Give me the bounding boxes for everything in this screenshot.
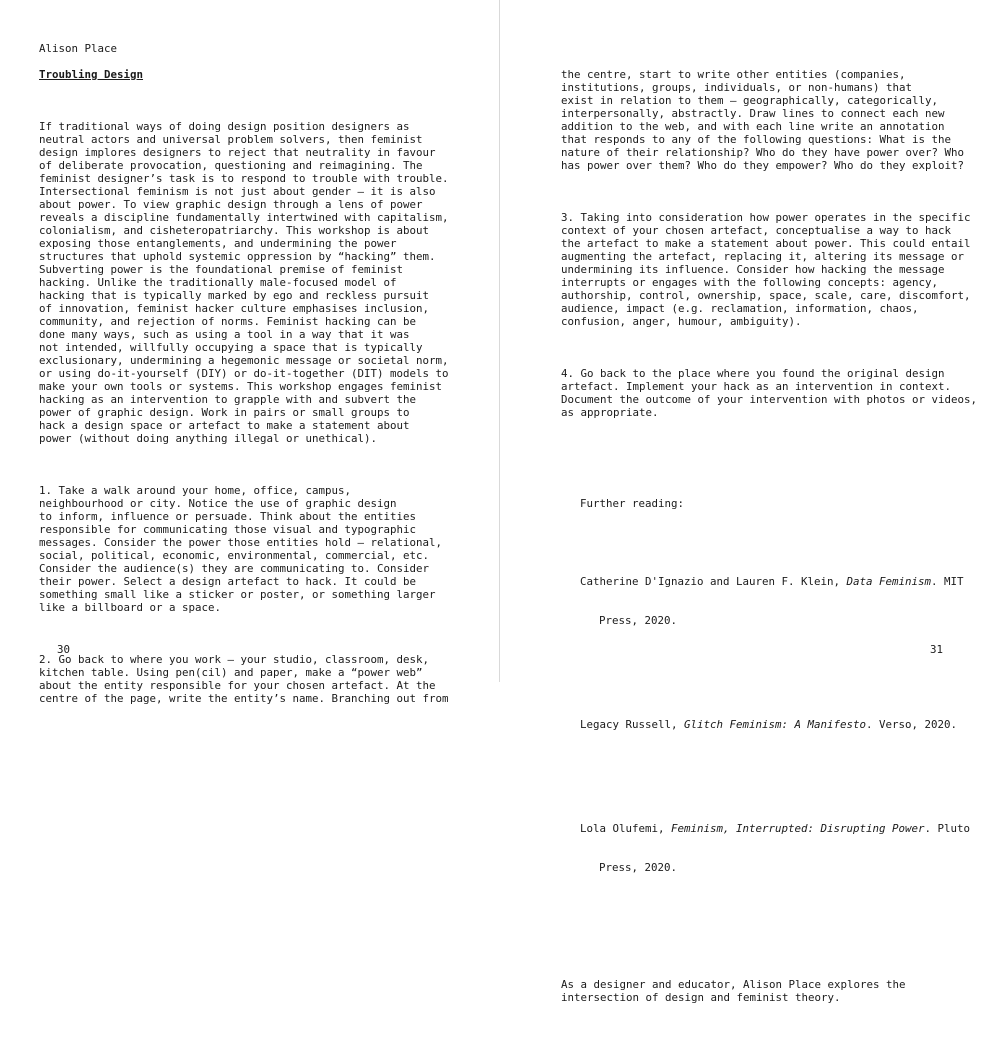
reference-title: Data Feminism [846,575,932,588]
step-4-paragraph: 4. Go back to the place where you found the original design artefact. Implement your hack as an intervention in context. Document the outcome of your intervention with photos or videos, as appropriate. [561,367,978,419]
step-3-paragraph: 3. Taking into consideration how power operates in the specific context of your chosen artefact, conceptualise a way to hack the artefact to make a statement about power. This could entail augmenting the artefact, replacing it, altering its message or undermining its influence. Consider how hacking the message interrupts or engages with the following concepts: agency, authorship, control, ownership, space, scale, care, discomfort, audience, impact (e.g. reclamation, information, chaos, confusion, anger, humour, ambiguity). [561,211,971,328]
reference-authors: Catherine D'Ignazio and Lauren F. Klein, [580,575,847,588]
page-number-left: 30 [57,643,71,656]
reference-authors: Lola Olufemi, [580,822,672,835]
reference-item [580,796,991,900]
right-page [500,0,1000,1004]
reference-title: Feminism, Interrupted: Disrupting Power [671,822,925,835]
author-bio: As a designer and educator, Alison Place explores the intersection of design and feminist theory. [561,978,906,1004]
reference-publisher-cont: Press, 2020. [599,861,678,874]
right-column [561,42,991,1043]
page-number-right: 31 [930,643,944,656]
reference-publisher: . Verso, 2020. [866,718,958,731]
step-2-paragraph: 2. Go back to where you work – your studio, classroom, desk, kitchen table. Using pen(cil) and paper, make a “power web” about the entity responsible for your chosen artefact. At the centre of the page, write the entity’s name. Branching out from [39,653,449,705]
left-column [39,94,479,744]
step-2-continued-paragraph: the centre, start to write other entities (companies, institutions, groups, individuals, or non-humans) that exist in relation to them – geographically, categorically, interpersonally, abstractly. Draw lines to connect each new addition to the web, and with each line write an annotation that responds to any of the following questions: What is the nature of their relationship? Who do they have power over? Who has power over them? Who do they empower? Who do they exploit? [561,68,965,172]
reference-item [580,549,991,653]
intro-paragraph: If traditional ways of doing design position designers as neutral actors and universal problem solvers, then feminist design implores designers to reject that neutrality in favour of deliberate provocation, questioning and reimagining. The feminist designer’s task is to respond to trouble with trouble. Intersectional feminism is not just about gender – it is also about power. To view graphic design through a lens of power reveals a discipline fundamentally intertwined with capitalism, colonialism, and cisheteropatriarchy. This workshop is about exposing those entanglements, and undermining the power structures that uphold systemic oppression by “hacking” them. Subverting power is the foundational premise of feminist hacking. Unlike the traditionally male-focused model of hacking that is typically marked by ego and reckless pursuit of innovation, feminist hacker culture emphasises inclusion, community, and rejection of norms. Feminist hacking can be done many ways, such as using a tool in a way that it was not intended, willfully occupying a space that is typically exclusionary, undermining a hegemonic message or societal norm, or using do-it-yourself (DIY) or do-it-together (DIT) models to make your own tools or systems. This workshop engages feminist hacking as an intervention to grapple with and subvert the power of graphic design. Work in pairs or small groups to hack a design space or artefact to make a statement about power (without doing anything illegal or unethical). [39,120,449,445]
reference-publisher-cont: Press, 2020. [599,614,678,627]
further-reading [580,471,991,926]
article-title: Troubling Design [39,68,144,81]
author-name: Alison Place [39,42,118,55]
step-1-paragraph: 1. Take a walk around your home, office, campus, neighbourhood or city. Notice the use of graphic design to inform, influence or persuade. Think about the entities responsible for communicating those visual and typographic messages. Consider the power those entities hold – relational, social, political, economic, environmental, commercial, etc. Consider the audience(s) they are communicating to. Consider their power. Select a design artefact to hack. It could be something small like a sticker or poster, or something larger like a billboard or a space. [39,484,443,614]
reference-item [580,692,991,757]
reference-publisher: . Pluto [924,822,971,835]
reference-title: Glitch Feminism: A Manifesto [684,718,867,731]
reference-authors: Legacy Russell, [580,718,685,731]
reference-publisher: . MIT [931,575,964,588]
further-reading-heading: Further reading: [580,497,685,510]
left-page [0,0,499,705]
